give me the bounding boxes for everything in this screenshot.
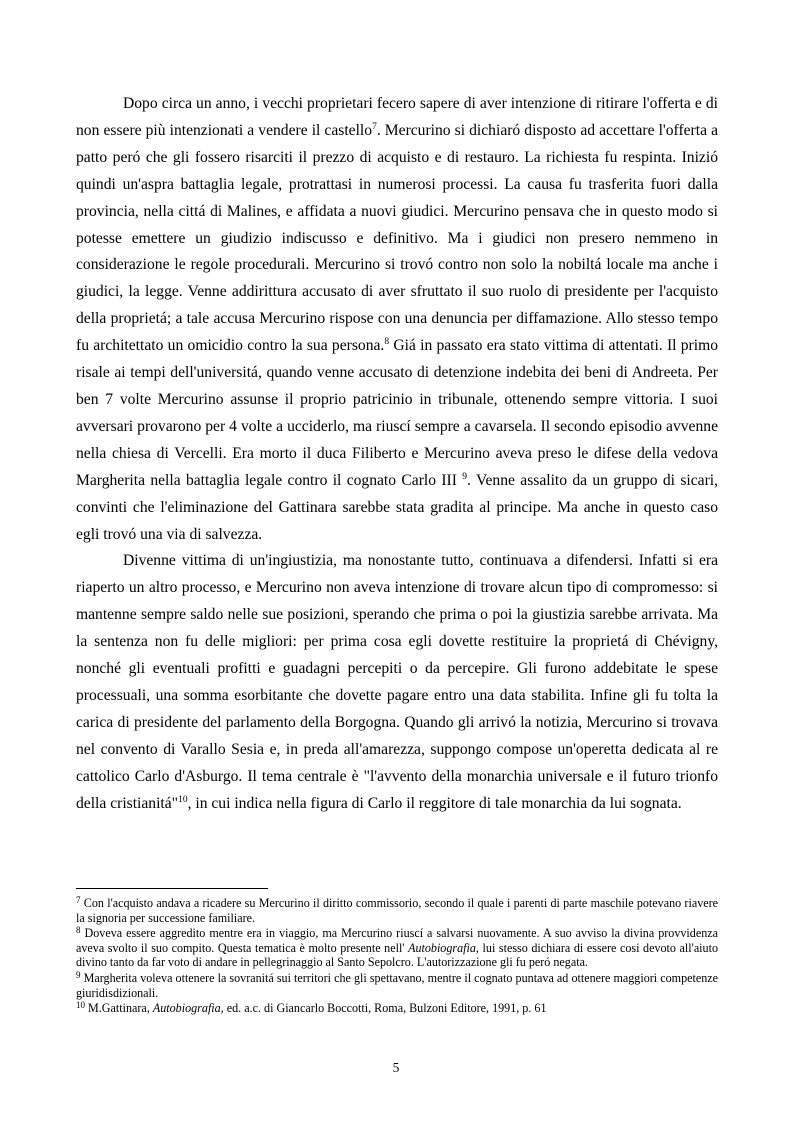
footnote xyxy=(76,1001,718,1016)
text-run: . Venne assalito da un gruppo di sicari, convinti che l'eliminazione del Gattinara sarebbe stata gradita al principe. Ma anche in questo caso egli trovó una via di salvezza. xyxy=(76,471,718,543)
footnote-number: 7 xyxy=(76,895,81,905)
text-run: Giá in passato era stato vittima di attentati. Il primo risale ai tempi dell'universitá, quando venne accusato di detenzione indebita dei beni di Andreeta. Per ben 7 volte Mercurino assunse il proprio patricinio in tribunale, ottenendo sempre vittoria. I suoi avversari provarono per 4 volte a ucciderlo, ma riuscí sempre a cavarsela. Il secondo episodio avvenne nella chiesa di Vercelli. Era morto il duca Filiberto e Mercurino aveva preso le difese della vedova Margherita nella battaglia legale contro il cognato Carlo III xyxy=(76,337,718,489)
text-run: . Mercurino si dichiaró disposto ad accettare l'offerta a patto peró che gli fossero risarciti il prezzo di acquisto e di restauro. La richiesta fu respinta. Inizió quindi un'aspra battaglia legale, protrattasi in numerosi processi. La causa fu trasferita fuori dalla provincia, nella cittá di Malines, e affidata a nuovi giudici. Mercurino pensava che in questo modo si potesse emettere un giudizio indiscusso e definitivo. Ma i giudici non presero nemmeno in considerazione le regole procedurali. Mercurino si trovó contro non solo la nobiltá locale ma anche i giudici, la legge. Venne addirittura accusato di aver sfruttato il suo ruolo di presidente per l'acquisto della proprietá; a tale accusa Mercurino rispose con una denuncia per diffamazione. Allo stesso tempo fu architettato un omicidio contro la sua persona. xyxy=(76,121,718,355)
footnote-reference: 7 xyxy=(372,121,377,132)
footnote-number: 9 xyxy=(76,969,81,980)
footnote xyxy=(76,926,718,970)
text-run: Dopo circa un anno, i vecchi proprietari fecero sapere di aver intenzione di ritirare l'offerta e di non essere più intenzionati a vendere il castello xyxy=(76,95,718,139)
text-run: M.Gattinara, xyxy=(85,1001,153,1016)
footnote-number: 10 xyxy=(76,1000,85,1011)
footnote xyxy=(76,971,718,1000)
italic-text: Autobiografia, xyxy=(408,940,479,955)
footnote-reference: 8 xyxy=(384,337,390,348)
footnote-reference: 10 xyxy=(178,794,188,805)
footnotes xyxy=(76,896,718,1017)
footnote xyxy=(76,896,718,925)
footnote-separator xyxy=(76,888,268,889)
page-number: 5 xyxy=(392,1060,400,1075)
body-text xyxy=(76,91,718,817)
footnote-number: 8 xyxy=(76,925,81,936)
text-run: Margherita voleva ottenere la sovranitá sui territori che gli spettavano, mentre il cognato puntava ad ottenere maggiori competenze giuridisdizionali. xyxy=(76,970,718,1000)
text-run: Con l'acquisto andava a ricadere su Mercurino il diritto commissorio, secondo il quale i parenti di parte maschile potevano riavere la signoria per successione familiare. xyxy=(76,896,718,925)
text-run: Doveva essere aggredito mentre era in viaggio, ma Mercurino riuscí a salvarsi nuovamente. A suo avviso la divina provvidenza aveva svolto il suo compito. Questa tematica è molto presente nell' xyxy=(76,926,718,955)
paragraph xyxy=(76,548,718,817)
footnote-reference: 9 xyxy=(462,471,468,482)
text-run: lui stesso dichiara di essere cosi devoto all'aiuto divino tanto da far voto di andare in pellegrinaggio al Santo Sepolcro. L'autorizzazione gli fu peró negata. xyxy=(76,940,718,970)
italic-text: Autobiografia, xyxy=(152,1001,224,1016)
text-run: ed. a.c. di Giancarlo Boccotti, Roma, Bulzoni Editore, 1991, p. 61 xyxy=(223,1001,547,1016)
text-run: , in cui indica nella figura di Carlo il reggitore di tale monarchia da lui sognata. xyxy=(187,794,682,812)
paragraph xyxy=(76,91,718,548)
text-run: Divenne vittima di un'ingiustizia, ma nonostante tutto, continuava a difendersi. Infatti si era riaperto un altro processo, e Mercurino non aveva intenzione di trovare alcun tipo di compromesso: si mantenne sempre saldo nelle sue posizioni, sperando che prima o poi la giustizia sarebbe arrivata. Ma la sentenza non fu delle migliori: per prima cosa egli dovette restituire la proprietá di Chévigny, nonché gli eventuali profitti e guadagni percepiti o da percepire. Gli furono addebitate le spese processuali, una somma esorbitante che dovette pagare entro una data stabilita. Infine gli fu tolta la carica di presidente del parlamento della Borgogna. Quando gli arrivó la notizia, Mercurino si trovava nel convento di Varallo Sesia e, in preda all'amarezza, suppongo compose un'operetta dedicata al re cattolico Carlo d'Asburgo. Il tema centrale è "l'avvento della monarchia universale e il futuro trionfo della cristianitá" xyxy=(76,552,718,812)
